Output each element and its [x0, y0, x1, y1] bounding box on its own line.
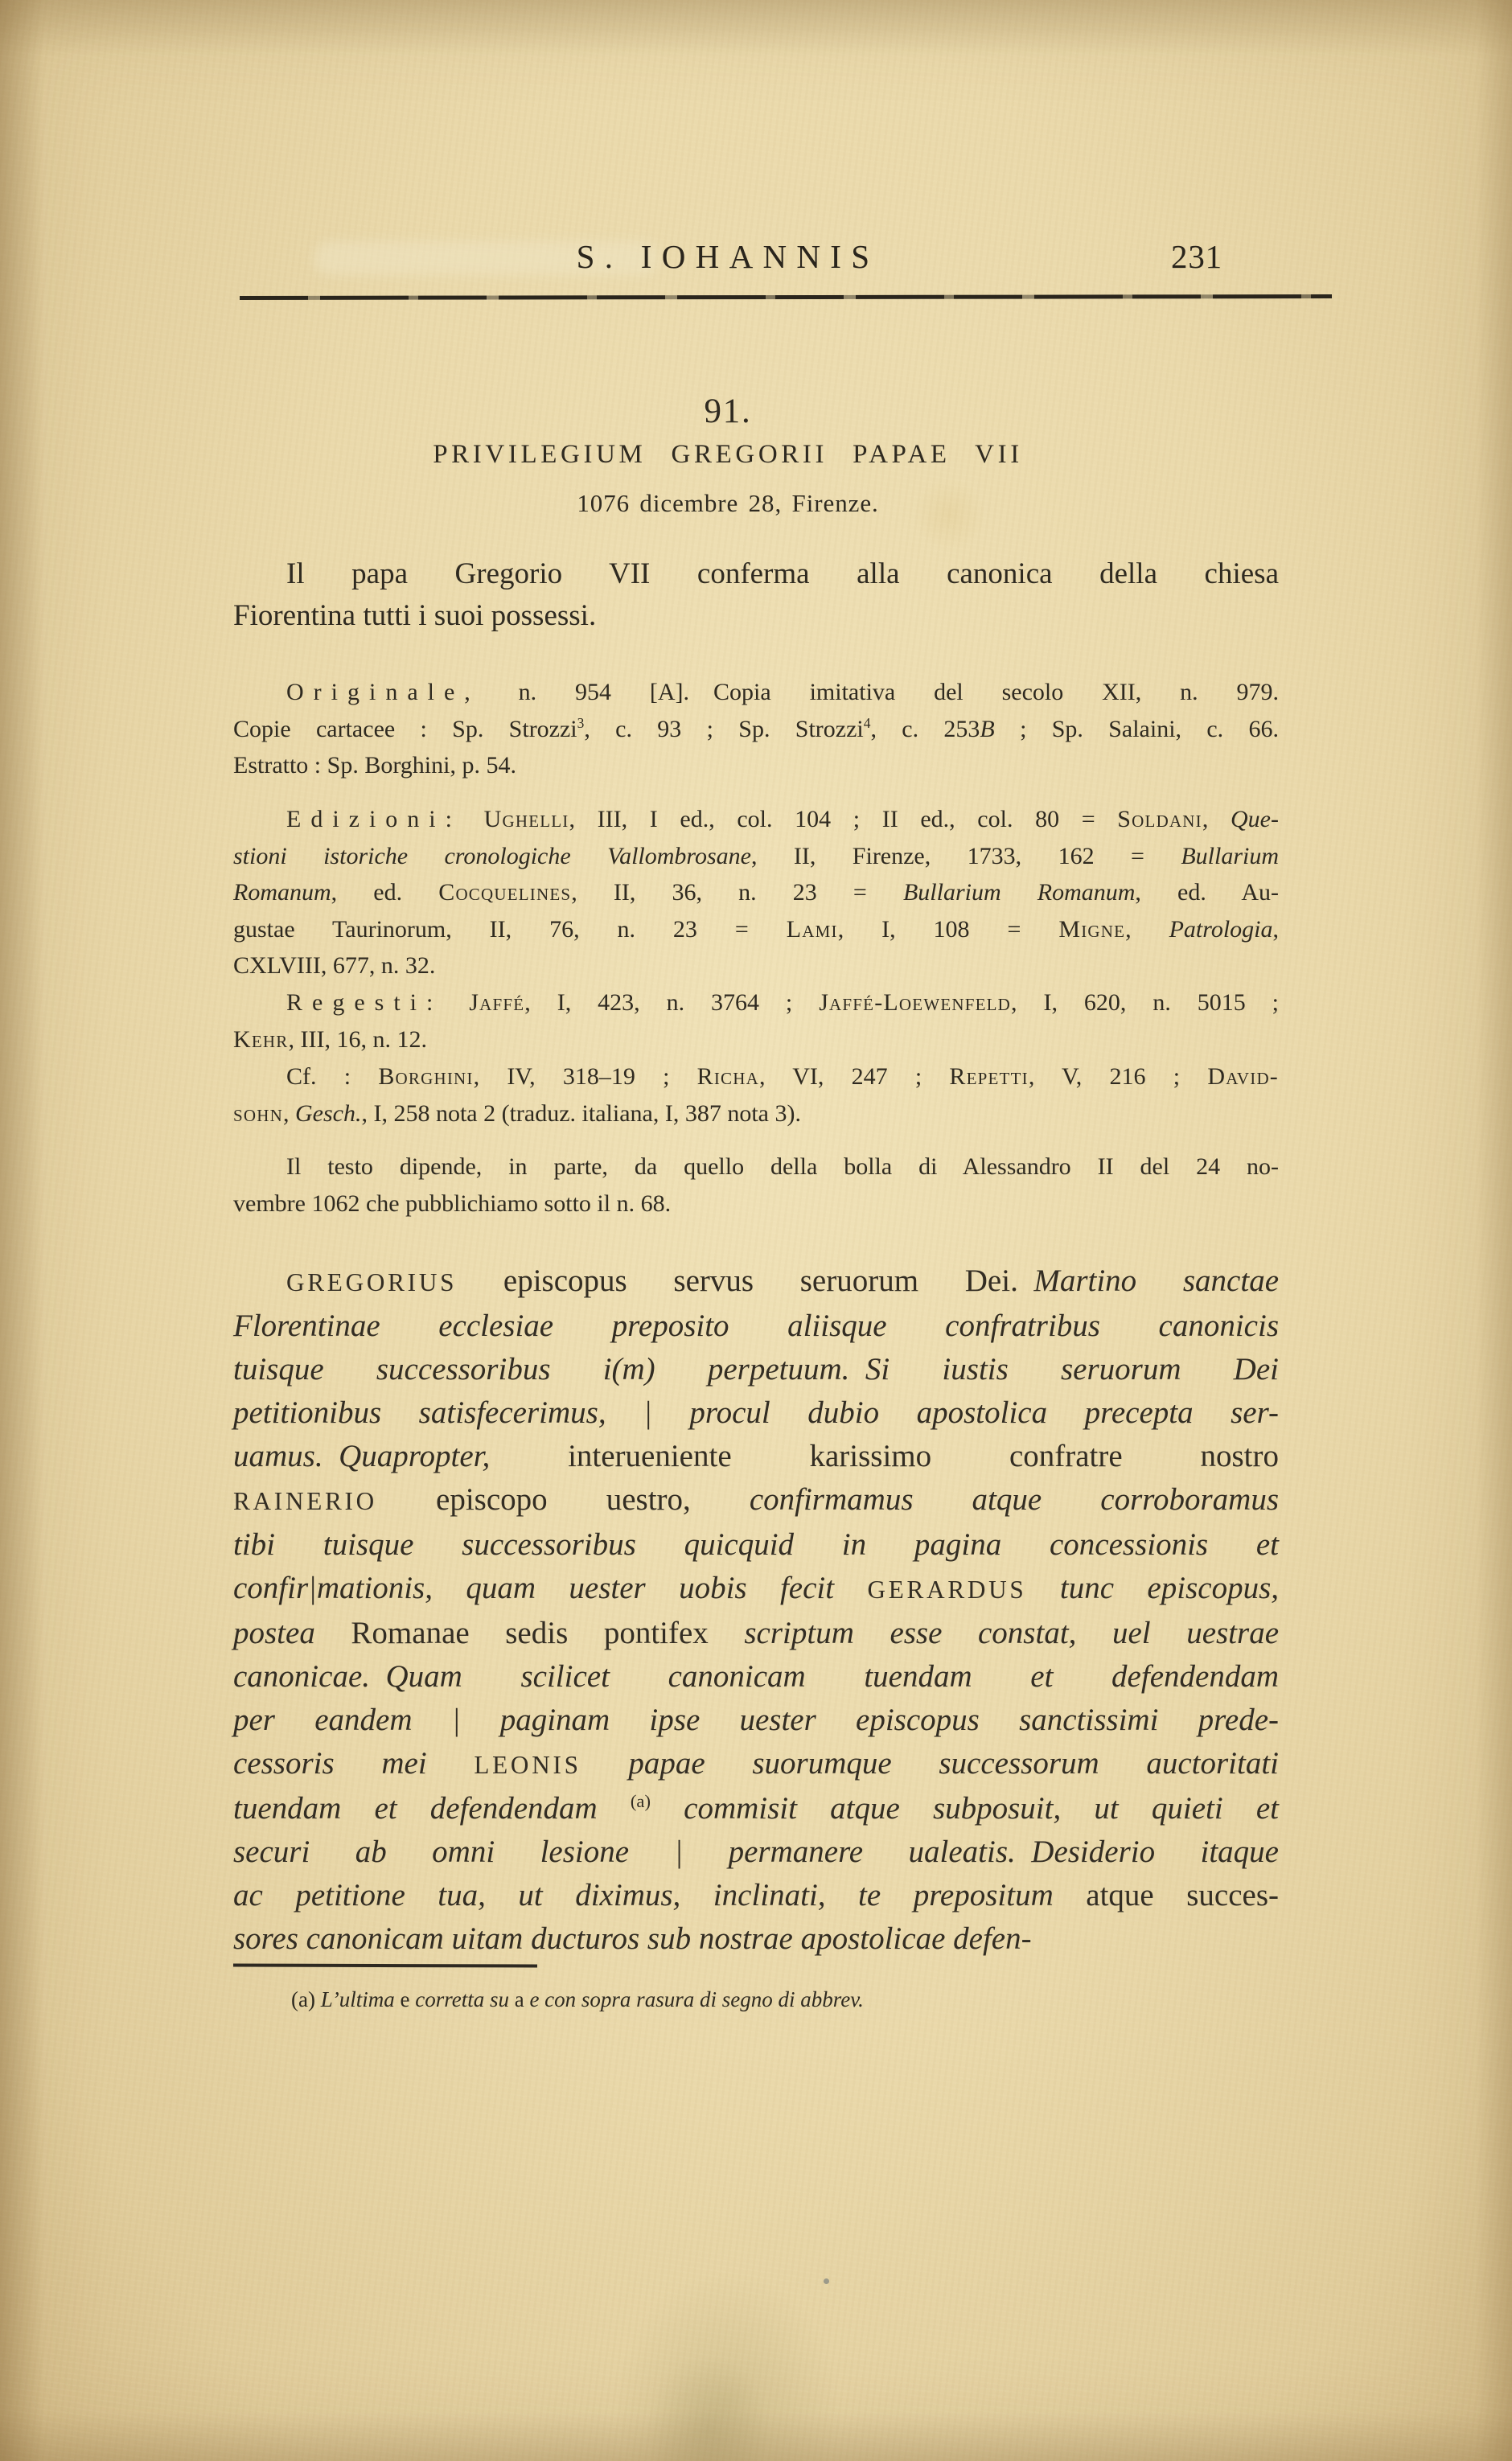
text-run: Gesch. [294, 1099, 362, 1127]
text-run: , c. 93 ; Sp. Strozzi [584, 715, 864, 742]
text-run: Estratto : Sp. Borghini, p. 54. [233, 752, 516, 779]
text-run: Borghini [378, 1063, 474, 1090]
text-run: GERARDUS [867, 1576, 1027, 1604]
text-run: corretta su [409, 1987, 515, 2011]
text-run: postea [233, 1616, 351, 1650]
text-run: Romanae sedis pontifex [351, 1616, 745, 1650]
text-line [233, 1478, 1279, 1523]
text-run: uamus. Quapropter, [233, 1439, 491, 1473]
text-run: Soldani [1117, 806, 1202, 832]
text-run: tuendam et defendendam [233, 1791, 631, 1826]
ink-speck [824, 2278, 829, 2284]
text-line [233, 1185, 1279, 1222]
text-run: scriptum esse constat, uel uestrae [744, 1616, 1280, 1650]
text-run: a [514, 1987, 524, 2011]
text-run: Edizioni: [286, 806, 462, 832]
text-run: , III, I ed., col. 104 ; II ed., col. 80 = [569, 806, 1118, 832]
text-run: Migne [1058, 915, 1126, 943]
text-line [233, 1874, 1279, 1917]
footnote [233, 1985, 1279, 2014]
text-run: , [282, 1099, 295, 1127]
text-run: Florentinae ecclesiae preposito aliisque confratribus canonicis [233, 1309, 1279, 1343]
text-run: , I, 620, n. 5015 ; [1011, 989, 1280, 1016]
text-run: securi ab omni lesione | permanere ualeatis. Desiderio itaque [233, 1834, 1279, 1869]
text-line [233, 911, 1279, 948]
text-run: confirmamus atque corroboramus [749, 1482, 1279, 1517]
text-run: (a) [291, 1987, 321, 2011]
text-run: tibi tuisque successoribus quicquid in pagina concessionis et [233, 1527, 1279, 1562]
text-run: Bullarium [1181, 842, 1280, 869]
text-line [233, 711, 1279, 748]
text-run: confir|mationis, quam uester uobis fecit [233, 1571, 868, 1605]
text-run: Ughelli [483, 806, 569, 832]
text-run: Jaffé [469, 989, 525, 1016]
apparatus-edizioni [233, 801, 1279, 984]
text-run: , III, 16, n. 12. [288, 1025, 427, 1053]
text-run: , I, 423, n. 3764 ; [524, 989, 820, 1016]
text-run: GREGORIUS [286, 1268, 458, 1296]
text-run: , c. 253 [870, 715, 980, 742]
text-run: ; Sp. Salaini, c. 66. [994, 715, 1279, 742]
text-run [462, 806, 484, 832]
text-line [233, 674, 1279, 711]
text-run: stioni istoriche cronologiche Vallombrosane [233, 842, 751, 869]
text-run [442, 989, 469, 1016]
text-line [233, 984, 1279, 1021]
text-line [233, 1985, 1279, 2014]
text-run: Cocquelines [438, 879, 572, 906]
text-run: , I, 258 nota 2 (traduz. italiana, I, 387 nota 3). [361, 1099, 801, 1127]
text-run: B [980, 715, 995, 742]
text-run: Richa [696, 1063, 759, 1090]
text-line [233, 1699, 1279, 1742]
doc-title: PRIVILEGIUM GREGORII PAPAE VII [433, 440, 1023, 469]
text-run: , IV, 318–19 ; [473, 1063, 697, 1090]
text-run: Patrologia [1169, 915, 1273, 943]
text-line [233, 1655, 1279, 1699]
text-run: vembre 1062 che pubblichiamo sotto il n. 68. [233, 1189, 672, 1217]
text-run: , [1272, 915, 1279, 943]
text-line [233, 1830, 1279, 1874]
text-run: , [1125, 915, 1169, 943]
text-run: , [1202, 806, 1231, 832]
text-line [233, 1612, 1279, 1655]
text-run: David- [1207, 1063, 1279, 1090]
text-line [233, 1917, 1279, 1961]
text-run: sores canonicam uitam ducturos sub nostrae apostolicae defen- [233, 1921, 1032, 1956]
text-run: Jaffé-Loewenfeld [819, 989, 1012, 1016]
doc-date: 1076 dicembre 28, Firenze. [577, 489, 879, 517]
text-run: CXLVIII, 677, n. 32. [233, 952, 436, 979]
text-run: Lami [786, 915, 838, 943]
text-run: Il testo dipende, in parte, da quello della bolla di Alessandro II del 24 no- [286, 1153, 1279, 1180]
text-run: petitionibus satisfecerimus, | procul dubio apostolica precepta ser- [233, 1395, 1279, 1430]
text-run: Romanum [233, 879, 331, 906]
text-run: commisit atque subposuit, ut quieti et [650, 1791, 1280, 1826]
text-line [233, 595, 1279, 637]
text-run: episcopo uestro, [376, 1482, 750, 1517]
text-line [233, 801, 1279, 838]
text-run: Copie cartacee : Sp. Strozzi [233, 715, 577, 742]
text-run: 4 [863, 714, 871, 731]
apparatus-regesti [233, 984, 1279, 1058]
latin-text [233, 1259, 1279, 1961]
text-run: e con sopra rasura di segno di abbrev. [524, 1987, 864, 2011]
text-run: Regesti: [286, 989, 443, 1016]
text-run: Fiorentina tutti i suoi possessi. [233, 599, 597, 632]
text-line [233, 1787, 1279, 1830]
text-run: LEONIS [474, 1751, 581, 1779]
text-run: episcopus servus seruorum Dei. [457, 1263, 1034, 1298]
text-line [233, 947, 1279, 984]
text-line [233, 1058, 1279, 1095]
text-run: Originale, [286, 679, 480, 705]
text-run: papae suorumque successorum auctoritati [581, 1746, 1280, 1781]
text-run: (a) [630, 1791, 651, 1811]
text-run: n. 954 [A]. Copia imitativa del secolo XII, n. 979. [479, 679, 1279, 705]
text-line [233, 838, 1279, 875]
apparatus-originale [233, 674, 1279, 784]
apparatus-cf [233, 1058, 1279, 1132]
text-run: , ed. [331, 879, 439, 906]
editorial-note [233, 1148, 1279, 1222]
text-line [233, 1148, 1279, 1185]
page-number: 231 [1171, 238, 1222, 275]
text-run: tuisque successoribus i(m) perpetuum. Si iustis seruorum Dei [233, 1352, 1279, 1387]
text-run: per eandem | paginam ipse uester episcopus sanctissimi prede- [233, 1703, 1279, 1737]
text-run: L’ultima [320, 1987, 401, 2011]
text-run: , V, 216 ; [1028, 1063, 1208, 1090]
text-run: , VI, 247 ; [759, 1063, 950, 1090]
text-line [233, 1742, 1279, 1787]
text-run: cessoris mei [233, 1746, 475, 1781]
text-run: tunc episcopus, [1026, 1571, 1279, 1605]
footnote-rule [233, 1964, 537, 1968]
text-line [233, 874, 1279, 911]
header-rule [240, 294, 1332, 300]
text-line [233, 1567, 1279, 1612]
text-run: Martino sanctae [1033, 1263, 1280, 1298]
text-run: RAINERIO [233, 1487, 377, 1515]
text-run: , II, Firenze, 1733, 162 = [750, 842, 1181, 869]
text-line [233, 1391, 1279, 1435]
text-line [233, 1095, 1279, 1132]
doc-number: 91. [704, 392, 752, 430]
text-run: , I, 108 = [837, 915, 1059, 943]
text-run: 3 [577, 714, 585, 731]
text-line [233, 553, 1279, 595]
text-run: ac petitione tua, ut diximus, inclinati, te prepositum [233, 1878, 1087, 1913]
text-line [233, 1021, 1279, 1058]
summary-paragraph [233, 553, 1279, 637]
text-run: Cf. : [286, 1063, 379, 1090]
text-run: canonicae. Quam scilicet canonicam tuendam et defendendam [233, 1659, 1279, 1694]
text-run: interueniente karissimo confratre nostro [490, 1439, 1279, 1473]
text-line [233, 1304, 1279, 1348]
text-run: sohn [233, 1099, 283, 1127]
text-run: Que- [1231, 806, 1279, 832]
text-run: gustae Taurinorum, II, 76, n. 23 = [233, 915, 787, 943]
text-run: , II, 36, n. 23 = [571, 879, 903, 906]
text-run: Kehr [233, 1025, 289, 1053]
text-line [233, 1348, 1279, 1391]
text-run: Repetti [949, 1063, 1029, 1090]
text-line [233, 1523, 1279, 1567]
text-run: atque succes- [1086, 1878, 1280, 1913]
text-line [233, 1435, 1279, 1478]
text-run: Bullarium Romanum [902, 879, 1136, 906]
text-line [233, 747, 1279, 784]
text-run: Il papa Gregorio VII conferma alla canonica della chiesa [286, 557, 1279, 590]
text-line [233, 1259, 1279, 1304]
text-run: , ed. Au- [1135, 879, 1279, 906]
running-head-title: S. IOHANNIS [576, 238, 880, 275]
text-run: e [400, 1987, 410, 2011]
